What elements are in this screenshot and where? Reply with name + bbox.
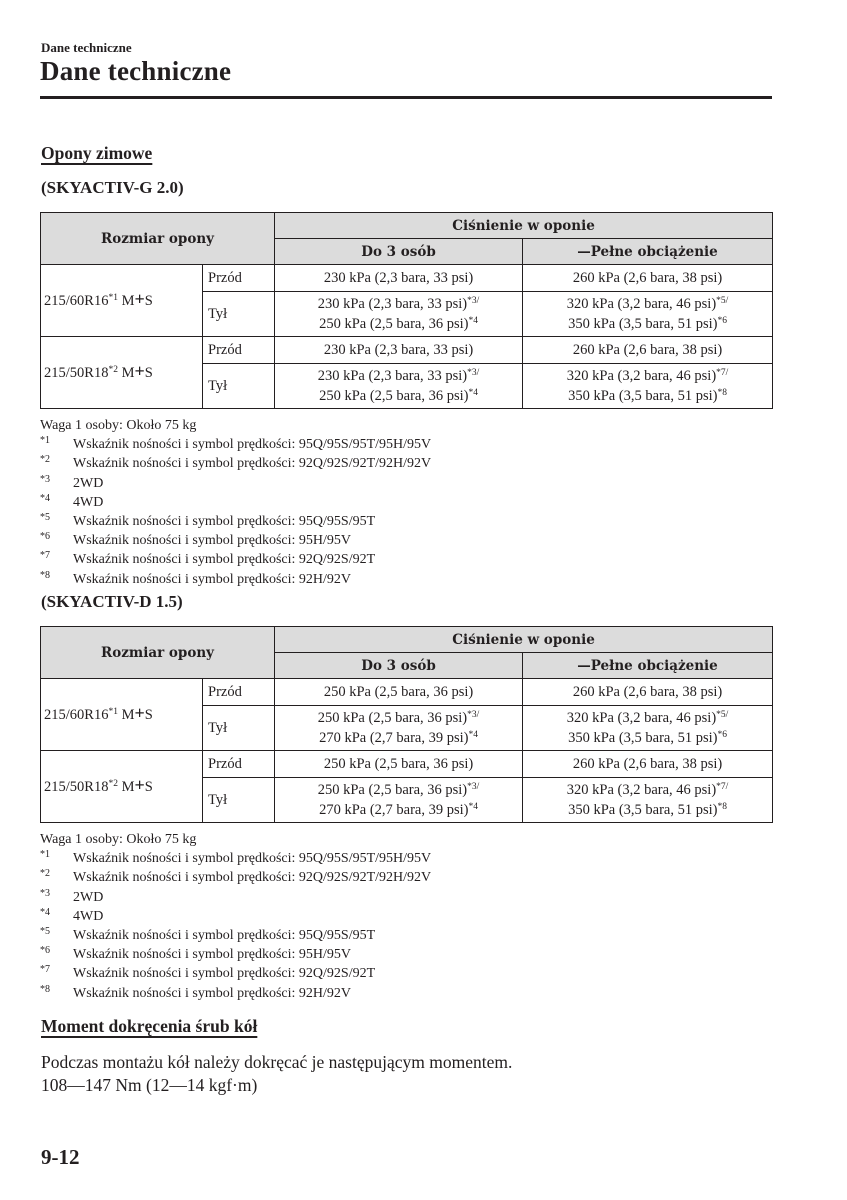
pressure-cell: 260 kPa (2,6 bara, 38 psi) [523, 265, 773, 292]
position-rear: Tył [203, 706, 275, 751]
pressure-cell: 250 kPa (2,5 bara, 36 psi) [275, 751, 523, 778]
footnote: $^{*6}$ Wskaźnik nośności i symbol prędkości: 95H/95V [40, 531, 352, 549]
title-rule [40, 96, 772, 99]
position-rear: Tył [203, 292, 275, 337]
engine-heading-diesel: (SKYACTIV-D 1.5) [41, 592, 183, 611]
pressure-cell: 230 kPa (2,3 bara, 33 psi)$^{*3/}$ 250 kPa (2,5 bara, 36 psi)$^{*4}$ [275, 292, 523, 337]
footnote: $^{*5}$ Wskaźnik nośności i symbol prędkości: 95Q/95S/95T [40, 926, 376, 944]
pressure-cell: 230 kPa (2,3 bara, 33 psi) [275, 337, 523, 364]
footnote: $^{*3}$ 2WD [40, 887, 104, 905]
position-rear: Tył [203, 778, 275, 823]
pressure-cell: 250 kPa (2,5 bara, 36 psi)$^{*3/}$ 270 kPa (2,7 bara, 39 psi)$^{*4}$ [275, 778, 523, 823]
footnote: $^{*8}$ Wskaźnik nośności i symbol prędkości: 92H/92V [40, 983, 352, 1001]
footnote: $^{*1}$ Wskaźnik nośności i symbol prędkości: 95Q/95S/95T/95H/95V [40, 849, 432, 867]
position-front: Przód [203, 679, 275, 706]
pressure-table-petrol [40, 212, 773, 409]
pressure-cell: 260 kPa (2,6 bara, 38 psi) [523, 751, 773, 778]
footnote: $^{*7}$ Wskaźnik nośności i symbol prędkości: 92Q/92S/92T [40, 964, 376, 982]
header-full-load: —Pełne obciążenie [523, 653, 773, 679]
table-row [41, 265, 773, 292]
pressure-cell: 250 kPa (2,5 bara, 36 psi)$^{*3/}$ 270 kPa (2,7 bara, 39 psi)$^{*4}$ [275, 706, 523, 751]
footnote: $^{*5}$ Wskaźnik nośności i symbol prędkości: 95Q/95S/95T [40, 512, 376, 530]
pressure-cell: 320 kPa (3,2 bara, 46 psi)$^{*5/}$ 350 kPa (3,5 bara, 51 psi)$^{*6}$ [523, 292, 773, 337]
table-row [41, 337, 773, 364]
header-pressure: Ciśnienie w oponie [275, 627, 773, 653]
footnote: $^{*7}$ Wskaźnik nośności i symbol prędkości: 92Q/92S/92T [40, 550, 376, 568]
engine-heading-petrol: (SKYACTIV-G 2.0) [41, 178, 184, 197]
weight-note: Waga 1 osoby: Około 75 kg [40, 418, 197, 433]
pressure-cell: 320 kPa (3,2 bara, 46 psi)$^{*7/}$ 350 kPa (3,5 bara, 51 psi)$^{*8}$ [523, 778, 773, 823]
page-number: 9-12 [41, 1145, 80, 1169]
pressure-cell: 250 kPa (2,5 bara, 36 psi) [275, 679, 523, 706]
tire-size-cell: 215/60R16$^{*1}$ M+S [41, 265, 203, 337]
table-row [41, 751, 773, 778]
torque-value: 108—147 Nm (12—14 kgf·m) [41, 1075, 258, 1095]
header-full-load: —Pełne obciążenie [523, 239, 773, 265]
footnote: $^{*4}$ 4WD [40, 906, 104, 924]
header-up-to-3: Do 3 osób [275, 653, 523, 679]
footnote: $^{*2}$ Wskaźnik nośności i symbol prędkości: 92Q/92S/92T/92H/92V [40, 454, 432, 472]
notes-diesel [40, 830, 431, 1003]
pressure-cell: 230 kPa (2,3 bara, 33 psi) [275, 265, 523, 292]
position-front: Przód [203, 337, 275, 364]
pressure-cell: 320 kPa (3,2 bara, 46 psi)$^{*7/}$ 350 kPa (3,5 bara, 51 psi)$^{*8}$ [523, 364, 773, 409]
footnote: $^{*8}$ Wskaźnik nośności i symbol prędkości: 92H/92V [40, 569, 352, 587]
pressure-cell: 320 kPa (3,2 bara, 46 psi)$^{*5/}$ 350 kPa (3,5 bara, 51 psi)$^{*6}$ [523, 706, 773, 751]
notes-petrol [40, 416, 431, 589]
pressure-cell: 260 kPa (2,6 bara, 38 psi) [523, 679, 773, 706]
tire-size-cell: 215/60R16$^{*1}$ M+S [41, 679, 203, 751]
footnote: $^{*4}$ 4WD [40, 492, 104, 510]
position-front: Przód [203, 265, 275, 292]
footnote: $^{*3}$ 2WD [40, 473, 104, 491]
position-rear: Tył [203, 364, 275, 409]
pressure-cell: 230 kPa (2,3 bara, 33 psi)$^{*3/}$ 250 kPa (2,5 bara, 36 psi)$^{*4}$ [275, 364, 523, 409]
footnote: $^{*2}$ Wskaźnik nośności i symbol prędkości: 92Q/92S/92T/92H/92V [40, 868, 432, 886]
section-heading-winter-tires: Opony zimowe [41, 143, 153, 163]
torque-text: Podczas montażu kół należy dokręcać je następującym momentem. [41, 1052, 513, 1072]
table-row [41, 679, 773, 706]
weight-note: Waga 1 osoby: Około 75 kg [40, 832, 197, 847]
footnote: $^{*1}$ Wskaźnik nośności i symbol prędkości: 95Q/95S/95T/95H/95V [40, 435, 432, 453]
tire-size-cell: 215/50R18$^{*2}$ M+S [41, 751, 203, 823]
header-up-to-3: Do 3 osób [275, 239, 523, 265]
section-heading-torque: Moment dokręcenia śrub kół [41, 1016, 258, 1036]
footnote: $^{*6}$ Wskaźnik nośności i symbol prędkości: 95H/95V [40, 945, 352, 963]
header-tire-size: Rozmiar opony [41, 213, 275, 265]
running-head: Dane techniczne [41, 40, 132, 55]
position-front: Przód [203, 751, 275, 778]
pressure-table-diesel [40, 626, 773, 823]
pressure-cell: 260 kPa (2,6 bara, 38 psi) [523, 337, 773, 364]
header-tire-size: Rozmiar opony [41, 627, 275, 679]
tire-size-cell: 215/50R18$^{*2}$ M+S [41, 337, 203, 409]
header-pressure: Ciśnienie w oponie [275, 213, 773, 239]
torque-body [41, 1051, 512, 1097]
page-title: Dane techniczne [40, 56, 232, 86]
